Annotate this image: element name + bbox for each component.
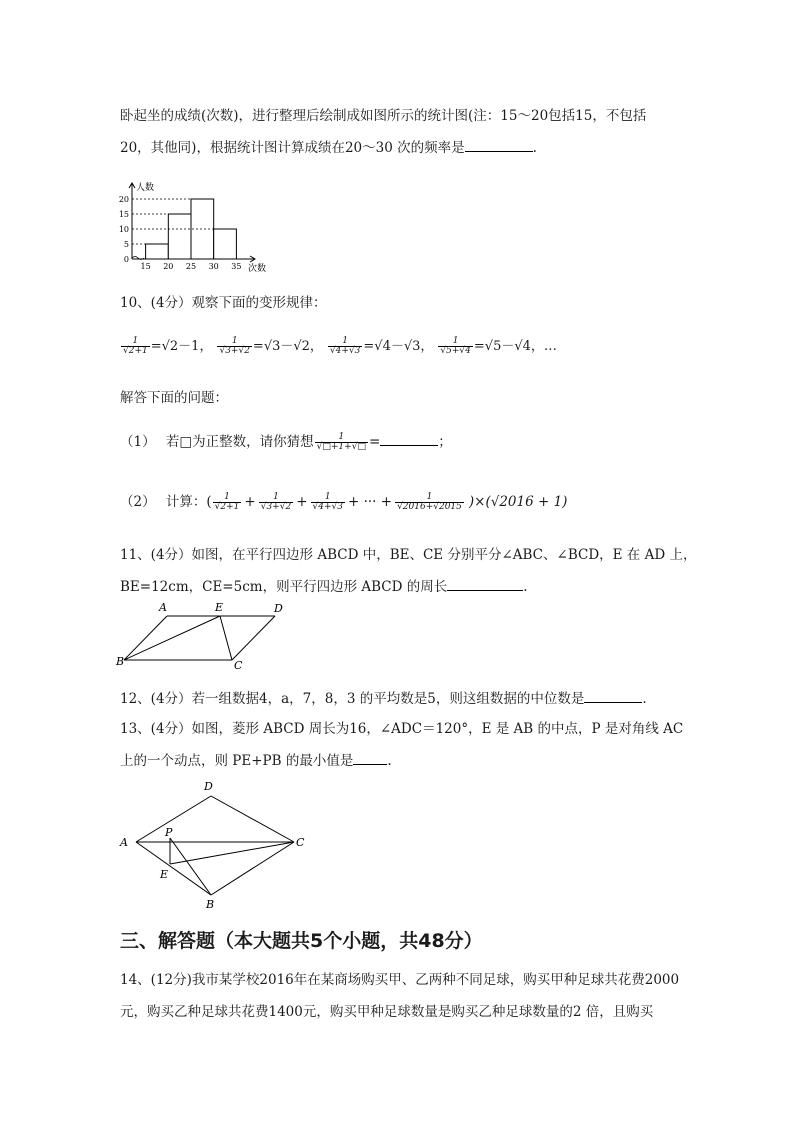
q10-sub1-label: （1）	[120, 434, 156, 450]
q11-line-2-text: BE=12cm，CE=5cm，则平行四边形 ABCD 的周长	[120, 579, 448, 595]
histogram-bar	[214, 229, 237, 259]
q10-sub1	[120, 430, 452, 452]
q9-line-2-text: 20，其他同)，根据统计图计算成绩在20～30 次的频率是	[120, 140, 465, 156]
frac-num: 1	[324, 491, 331, 502]
y-axis-title: 人数	[136, 183, 155, 193]
sum-term-fraction	[259, 493, 293, 513]
frac-den: √2+1	[123, 346, 148, 356]
x-tick-label: 15	[140, 262, 151, 271]
label-b: B	[116, 655, 125, 668]
label-a: A	[120, 836, 128, 849]
q10-sub1-end: ；	[438, 434, 452, 450]
rule-fraction	[217, 337, 251, 357]
q12-line	[120, 687, 647, 707]
x-tick-label: 25	[185, 262, 197, 271]
rule-fraction	[328, 337, 362, 357]
q14-line-2: 元，购买乙种足球共花费1400元，购买甲种足球数量是购买乙种足球数量的2 倍，且购买	[120, 1004, 654, 1020]
q10-rule	[120, 335, 561, 356]
frac-num: 1	[231, 335, 238, 346]
frac-den: √3+√2	[219, 346, 250, 356]
q10-sub2	[120, 490, 567, 512]
sum-term-fraction	[213, 493, 242, 513]
q13-rhombus-figure	[114, 776, 314, 916]
q12-answer-blank[interactable]	[584, 688, 642, 703]
q13-line-2	[120, 749, 392, 769]
frac-num: 1	[273, 491, 279, 502]
sum-operator: +	[244, 494, 256, 510]
q9-answer-blank[interactable]	[465, 137, 533, 152]
side-ba	[136, 842, 211, 895]
q10-sub2-tail: )×(√2016 + 1)	[468, 494, 568, 510]
section-3-heading: 三、解答题（本大题共5个小题，共48分）	[120, 930, 483, 952]
x-tick-label: 20	[163, 262, 174, 271]
sum-term-fraction	[311, 493, 345, 513]
label-p: P	[165, 826, 173, 839]
q13-answer-blank[interactable]	[353, 750, 387, 765]
q12-text: 12、(4分）若一组数据4，a，7，8，3 的平均数是5，则这组数据的中位数是	[120, 691, 585, 707]
segment-pb	[170, 838, 211, 895]
label-b: B	[206, 898, 215, 911]
q10-sub1-text: 若□为正整数，请你猜想	[165, 434, 314, 450]
segment-ce	[220, 616, 232, 660]
histogram-bar	[191, 199, 214, 259]
side-cb	[211, 842, 294, 895]
histogram-bar	[146, 244, 169, 259]
rule-rhs: =√3－√2，	[252, 339, 323, 354]
rule-rhs: =√5－√4，…	[473, 339, 557, 354]
frac-den: √4+√3	[312, 502, 343, 512]
frac-num: 1	[338, 431, 345, 442]
rule-fraction	[438, 337, 472, 357]
label-a: A	[159, 601, 167, 614]
x-tick-label: 30	[208, 262, 219, 271]
frac-den: √2+1	[214, 502, 240, 512]
q10-sub1-fraction	[315, 433, 368, 453]
y-tick-label: 0	[123, 255, 129, 264]
q14-line-1: 14、(12分)我市某学校2016年在某商场购买甲、乙两种不同足球，购买甲种足球共花费2000	[120, 972, 680, 988]
rule-rhs: =√2－1，	[150, 339, 213, 354]
q11-line-1: 11、(4分）如图，在平行四边形 ABCD 中，BE、CE 分别平分∠ABC、∠BCD，E 在 AD 上，	[120, 547, 697, 563]
sum-operator: + ··· +	[347, 494, 393, 510]
frac-num: 1	[452, 335, 459, 346]
segment-be	[124, 616, 220, 660]
label-e: E	[215, 601, 224, 614]
side-dc	[211, 796, 294, 842]
q10-sub2-text: 计算：(	[165, 494, 212, 510]
y-tick-label: 5	[123, 240, 129, 249]
x-tick-label: 35	[231, 262, 242, 271]
y-tick-label: 10	[118, 225, 129, 234]
histogram-svg	[110, 180, 267, 276]
sum-operator: +	[296, 494, 308, 510]
rule-fraction	[121, 337, 150, 357]
q11-answer-blank[interactable]	[447, 576, 523, 591]
label-d: D	[204, 780, 213, 793]
side-ab	[124, 616, 167, 660]
q12-end: .	[642, 691, 647, 707]
q13-line-1: 13、(4分）如图，菱形 ABCD 周长为16，∠ADC＝120°，E 是 AB 的中点，P 是对角线 AC	[120, 721, 684, 737]
frac-num: 1	[224, 491, 230, 502]
q10-sub1-answer-blank[interactable]	[380, 431, 438, 446]
q11-parallelogram-figure	[112, 598, 292, 674]
frac-num: 1	[426, 491, 433, 502]
frac-num: 1	[342, 335, 349, 346]
q10-sub1-eq: =	[368, 434, 381, 450]
q10-header: 10、(4分）观察下面的变形规律：	[120, 295, 327, 311]
q9-line-2-end: .	[532, 140, 537, 156]
label-c: C	[234, 659, 243, 672]
q9-histogram	[110, 180, 267, 280]
histogram-bar	[168, 214, 191, 259]
q10-prompt: 解答下面的问题：	[120, 390, 228, 406]
frac-den: √2016+√2015	[397, 502, 462, 512]
frac-den: √□+1+√□	[316, 442, 366, 452]
frac-num: 1	[132, 335, 139, 346]
q11-line-2	[120, 575, 528, 595]
q13-line-2-text: 上的一个动点，则 PE+PB 的最小值是	[120, 753, 354, 769]
frac-den: √5+√4	[440, 346, 471, 356]
label-c: C	[296, 836, 305, 849]
q10-sub2-terms	[212, 491, 469, 512]
y-tick-label: 15	[118, 210, 129, 219]
label-e: E	[160, 868, 169, 881]
rule-rhs: =√4－√3，	[363, 339, 434, 354]
q13-line-2-end: .	[387, 753, 392, 769]
q11-line-2-end: .	[523, 579, 528, 595]
side-dc	[232, 616, 275, 660]
segment-ec	[170, 842, 294, 864]
label-d: D	[274, 602, 283, 615]
x-axis-title: 次数	[248, 264, 267, 274]
q9-line-2	[120, 136, 537, 156]
frac-den: √3+√2	[260, 502, 292, 512]
side-ad	[136, 796, 211, 842]
y-tick-label: 20	[118, 195, 129, 204]
q10-sub2-label: （2）	[120, 494, 156, 510]
sum-term-fraction	[395, 493, 464, 513]
q9-line-1: 卧起坐的成绩(次数)，进行整理后绘制成如图所示的统计图(注：15～20包括15，不包括	[120, 108, 647, 124]
frac-den: √4+√3	[329, 346, 361, 356]
